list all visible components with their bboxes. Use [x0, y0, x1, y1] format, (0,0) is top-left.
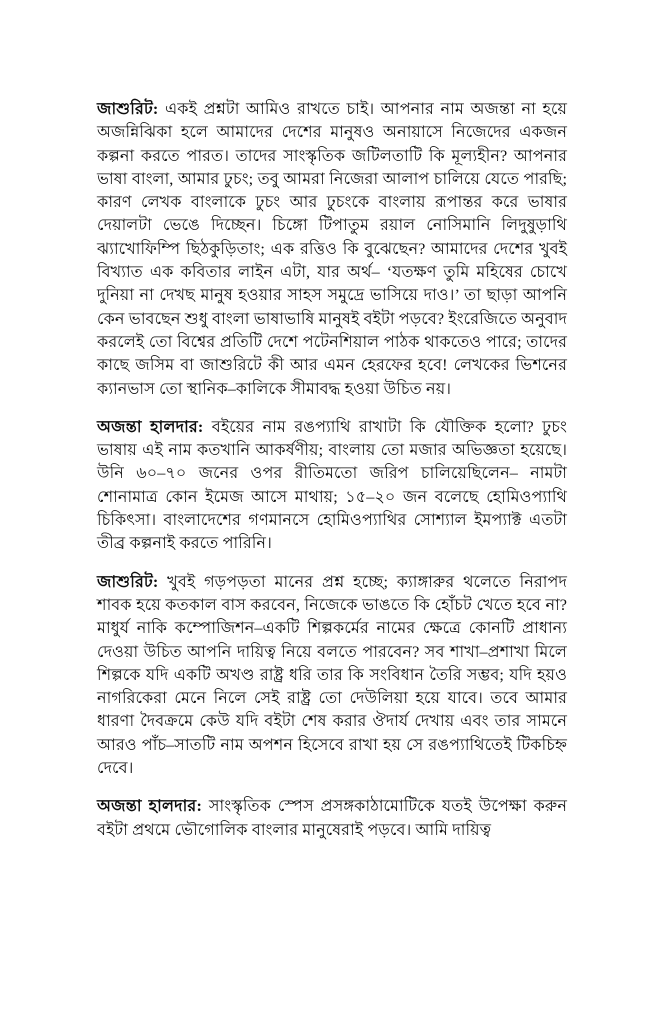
speaker-name-4: অজন্তা হালদার:	[97, 797, 202, 816]
paragraph-1	[97, 98, 567, 401]
paragraph-2	[97, 416, 567, 556]
paragraph-4	[97, 795, 567, 842]
speech-text-1: একই প্রশ্নটা আমিও রাখতে চাই। আপনার নাম অজন্তা না হয়ে অজন্নিঝিকা হলে আমাদের দেশের মানুষও অনায়াসে নিজেদের একজন কল্পনা করতে পারত। তাদের সাংস্কৃতিক জটিলতাটি কি মূল্যহীন? আপনার ভাষা বাংলা, আমার ঢুচং; তবু আমরা নিজেরা আলাপ চালিয়ে যেতে পারছি; কারণ লেখক বাংলাকে ঢুচং আর ঢুচংকে বাংলায় রূপান্তর করে ভাষার দেয়ালটা ভেঙে দিচ্ছেন। চিঙ্গো টিপাতুম রয়াল নোসিমানি লিদুষুড়াথি ঝ্যাখোফিম্পি ছিঠকুড়িতাং; এক রত্তিও কি বুঝেছেন? আমাদের দেশের খুবই বিখ্যাত এক কবিতার লাইন এটা, যার অর্থ– ‘যতক্ষণ তুমি মহিষের চোখে দুনিয়া না দেখছ মানুষ হওয়ার সাহস সমুদ্রে ভাসিয়ে দাও।’ তা ছাড়া আপনি কেন ভাবছেন শুধু বাংলা ভাষাভাষি মানুষই বইটা পড়বে? ইংরেজিতে অনুবাদ করলেই তো বিশ্বের প্রতিটি দেশে পটেনশিয়াল পাঠক থাকতেও পারে; তাদের কাছে জসিম বা জাশুরিটে কী আর এমন হেরফের হবে! লেখকের ভিশনের ক্যানভাস তো স্থানিক–কালিকে সীমাবদ্ধ হওয়া উচিত নয়।	[97, 100, 567, 398]
speech-text-4: সাংস্কৃতিক স্পেস প্রসঙ্গকাঠামোটিকে যতই উপেক্ষা করুন বইটা প্রথমে ভৌগোলিক বাংলার মানুষেরাই পড়বে। আমি দায়িত্ব	[97, 797, 567, 839]
speech-text-2: বইয়ের নাম রঙপ্যাথি রাখাটা কি যৌক্তিক হলো? ঢুচং ভাষায় এই নাম কতখানি আকর্ষণীয়; বাংলায় তো মজার অভিজ্ঞতা হয়েছে। উনি ৬০–৭০ জনের ওপর রীতিমতো জরিপ চালিয়েছিলেন– নামটা শোনামাত্র কোন ইমেজ আসে মাথায়; ১৫–২০ জন বলেছে হোমিওপ্যাথি চিকিৎসা। বাংলাদেশের গণমানসে হোমিওপ্যাথির সোশ্যাল ইমপ্যাক্ট এতটা তীব্র কল্পনাই করতে পারিনি।	[97, 417, 567, 553]
paragraph-3	[97, 571, 567, 781]
speaker-name-2: অজন্তা হালদার:	[97, 417, 204, 436]
speaker-name-1: জাশুরিট:	[97, 100, 159, 118]
speech-text-3: খুবই গড়পড়তা মানের প্রশ্ন হচ্ছে; ক্যাঙ্গারুর থলেতে নিরাপদ শাবক হয়ে কতকাল বাস করবেন, নিজেকে ভাঙতে কি হোঁচট খেতে হবে না? মাধুর্য নাকি কম্পোজিশন–একটি শিল্পকর্মের নামের ক্ষেত্রে কোনটি প্রাধান্য দেওয়া উচিত আপনি দায়িত্ব নিয়ে বলতে পারবেন? সব শাখা–প্রশাখা মিলে শিল্পকে যদি একটি অখণ্ড রাষ্ট্র ধরি তার কি সংবিধান তৈরি সম্ভব; যদি হয়ও নাগরিকেরা মেনে নিলে সেই রাষ্ট্র তো দেউলিয়া হয়ে যাবে। তবে আমার ধারণা দৈবক্রমে কেউ যদি বইটা শেষ করার ঔদার্য দেখায় এবং তার সামনে আরও পাঁচ–সাতটি নাম অপশন হিসেবে রাখা হয় সে রঙপ্যাথিতেই টিকচিহ্ন দেবে।	[97, 572, 567, 778]
speaker-name-3: জাশুরিট:	[97, 572, 159, 591]
text-column	[97, 98, 567, 842]
